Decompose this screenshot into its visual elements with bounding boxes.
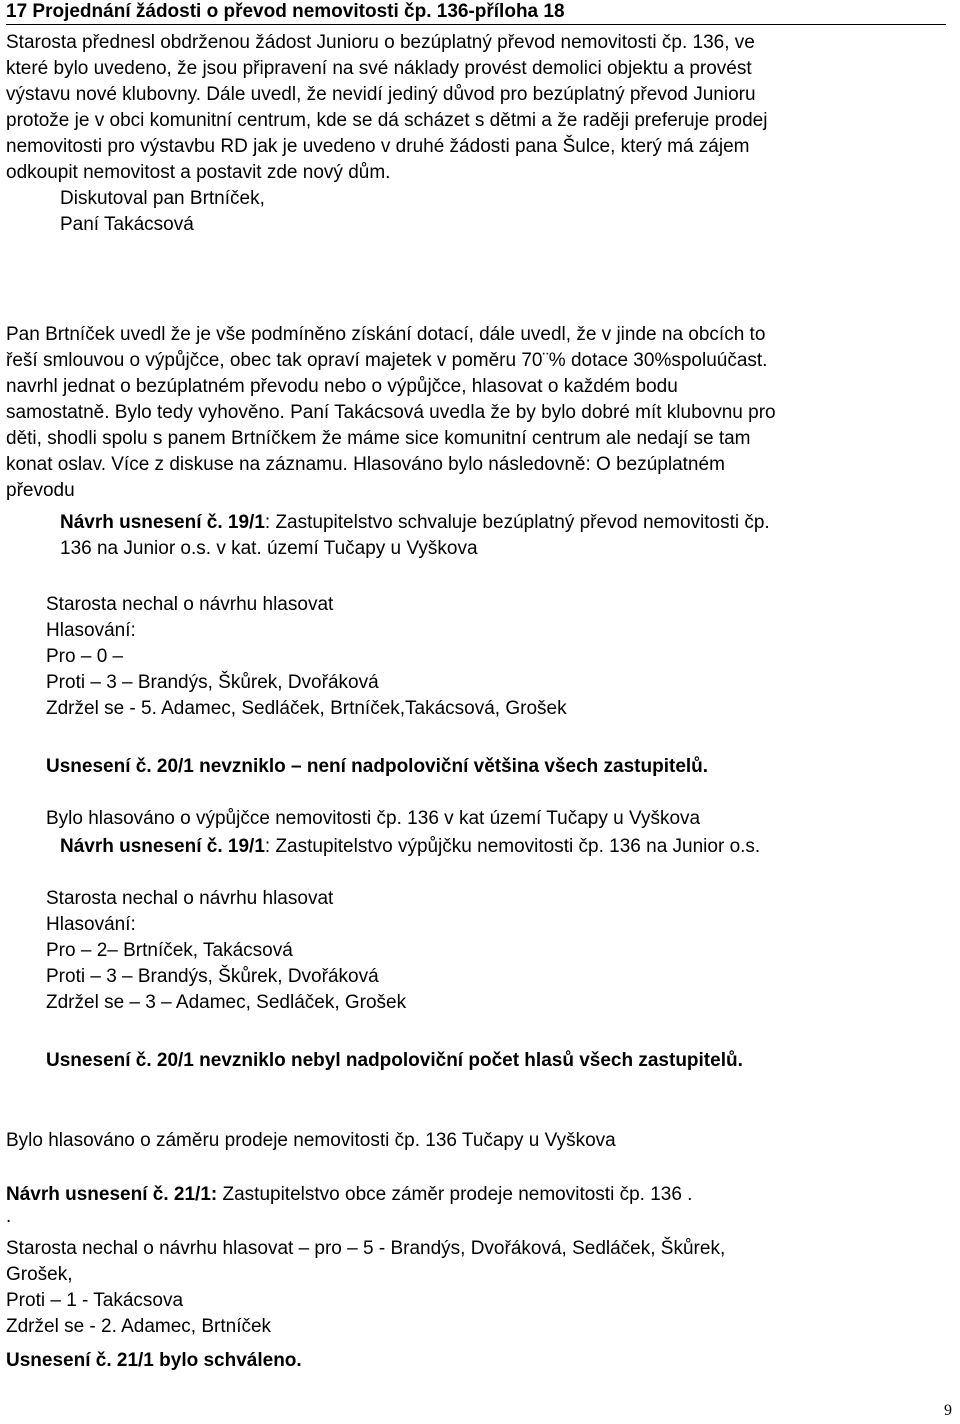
proposal-label: Návrh usnesení č. 21/1: — [6, 1184, 218, 1205]
intro-paragraph — [6, 30, 950, 186]
proposal-text: : Zastupitelstvo schvaluje bezúplatný převod nemovitosti čp. — [264, 512, 770, 533]
text-line: Starosta nechal o návrhu hlasovat – pro – 5 - Brandýs, Dvořáková, Sedláček, Škůrek, — [6, 1238, 726, 1259]
text-line: převodu — [6, 480, 75, 501]
page-number: 9 — [944, 1402, 952, 1419]
text-line: Hlasování: — [46, 914, 136, 935]
text-line: Pro – 2– Brtníček, Takácsová — [46, 940, 293, 961]
proposal-text: : Zastupitelstvo výpůjčku nemovitosti čp. 136 na Junior o.s. — [264, 836, 761, 857]
text-line: Zdržel se - 2. Adamec, Brtníček — [6, 1316, 272, 1337]
text-line: Grošek, — [6, 1264, 73, 1285]
text-line: protože je v obci komunitní centrum, kde se dá scházet s dětmi a že raději preferuje prodej — [6, 110, 768, 131]
text-line: Pan Brtníček uvedl že je vše podmíněno získání dotací, dále uvedl, že v jinde na obcích to — [6, 324, 766, 345]
text-line: Zdržel se - 5. Adamec, Sedláček, Brtníček,Takácsová, Grošek — [46, 698, 567, 719]
text-line: děti, shodli spolu s panem Brtníčkem že máme sice komunitní centrum ale nedají se tam — [6, 428, 751, 449]
resolution-result-3: Usnesení č. 21/1 bylo schváleno. — [6, 1350, 302, 1371]
text-line: navrhl jednat o bezúplatném převodu nebo o výpůjčce, hlasovat o každém bodu — [6, 376, 678, 397]
text-line: Paní Takácsová — [60, 214, 194, 235]
text-line: nemovitosti pro výstavbu RD jak je uvedeno v druhé žádosti pana Šulce, který má zájem — [6, 136, 750, 157]
vote-block-1 — [46, 592, 567, 722]
text-line: Starosta nechal o návrhu hlasovat — [46, 888, 334, 909]
text-line: Starosta přednesl obdrženou žádost Junioru o bezúplatný převod nemovitosti čp. 136, ve — [6, 32, 755, 53]
proposal-label: Návrh usnesení č. 19/1 — [60, 512, 265, 533]
proposal-text: Zastupitelstvo obce záměr prodeje nemovitosti čp. 136 . — [217, 1184, 693, 1205]
proposal-label: Návrh usnesení č. 19/1 — [60, 836, 265, 857]
section-heading: 17 Projednání žádosti o převod nemovitosti čp. 136-příloha 18 — [6, 0, 946, 25]
text-line: Diskutoval pan Brtníček, — [60, 188, 265, 209]
text-line: Proti – 3 – Brandýs, Škůrek, Dvořáková — [46, 672, 379, 693]
text-line: výstavu nové klubovny. Dále uvedl, že nevidí jediný důvod pro bezúplatný převod Junioru — [6, 84, 756, 105]
proposal-text: 136 na Junior o.s. v kat. území Tučapy u Vyškova — [60, 538, 478, 559]
discussion-list — [60, 186, 265, 238]
sale-vote-line: Bylo hlasováno o záměru prodeje nemovitosti čp. 136 Tučapy u Vyškova — [6, 1130, 616, 1151]
text-line: samostatně. Bylo tedy vyhověno. Paní Takácsová uvedla že by bylo dobré mít klubovnu pro — [6, 402, 776, 423]
vote-block-2 — [46, 886, 406, 1016]
dot-line: . — [6, 1206, 12, 1227]
text-line: Zdržel se – 3 – Adamec, Sedláček, Grošek — [46, 992, 407, 1013]
loan-vote-line: Bylo hlasováno o výpůjčce nemovitosti čp. 136 v kat území Tučapy u Vyškova — [46, 808, 701, 829]
text-line: konat oslav. Více z diskuse na záznamu. Hlasováno bylo následovně: O bezúplatném — [6, 454, 725, 475]
vote-block-3 — [6, 1236, 725, 1340]
resolution-result-1: Usnesení č. 20/1 nevzniklo – není nadpoloviční většina všech zastupitelů. — [46, 756, 709, 777]
text-line: které bylo uvedeno, že jsou připravení na své náklady provést demolici objektu a provést — [6, 58, 752, 79]
text-line: Hlasování: — [46, 620, 136, 641]
resolution-proposal-19-1 — [60, 510, 770, 562]
text-line: Pro – 0 – — [46, 646, 124, 667]
text-line: Starosta nechal o návrhu hlasovat — [46, 594, 334, 615]
text-line: řeší smlouvou o výpůjčce, obec tak opraví majetek v poměru 70¨% dotace 30%spoluúčast. — [6, 350, 768, 371]
text-line: Proti – 1 - Takácsova — [6, 1290, 184, 1311]
resolution-result-2: Usnesení č. 20/1 nevzniklo nebyl nadpoloviční počet hlasů všech zastupitelů. — [46, 1050, 743, 1071]
resolution-proposal-19-1-loan — [60, 834, 760, 860]
resolution-proposal-21-1 — [6, 1182, 692, 1226]
discussion-paragraph — [6, 322, 950, 504]
text-line: Proti – 3 – Brandýs, Škůrek, Dvořáková — [46, 966, 379, 987]
text-line: odkoupit nemovitost a postavit zde nový dům. — [6, 162, 391, 183]
